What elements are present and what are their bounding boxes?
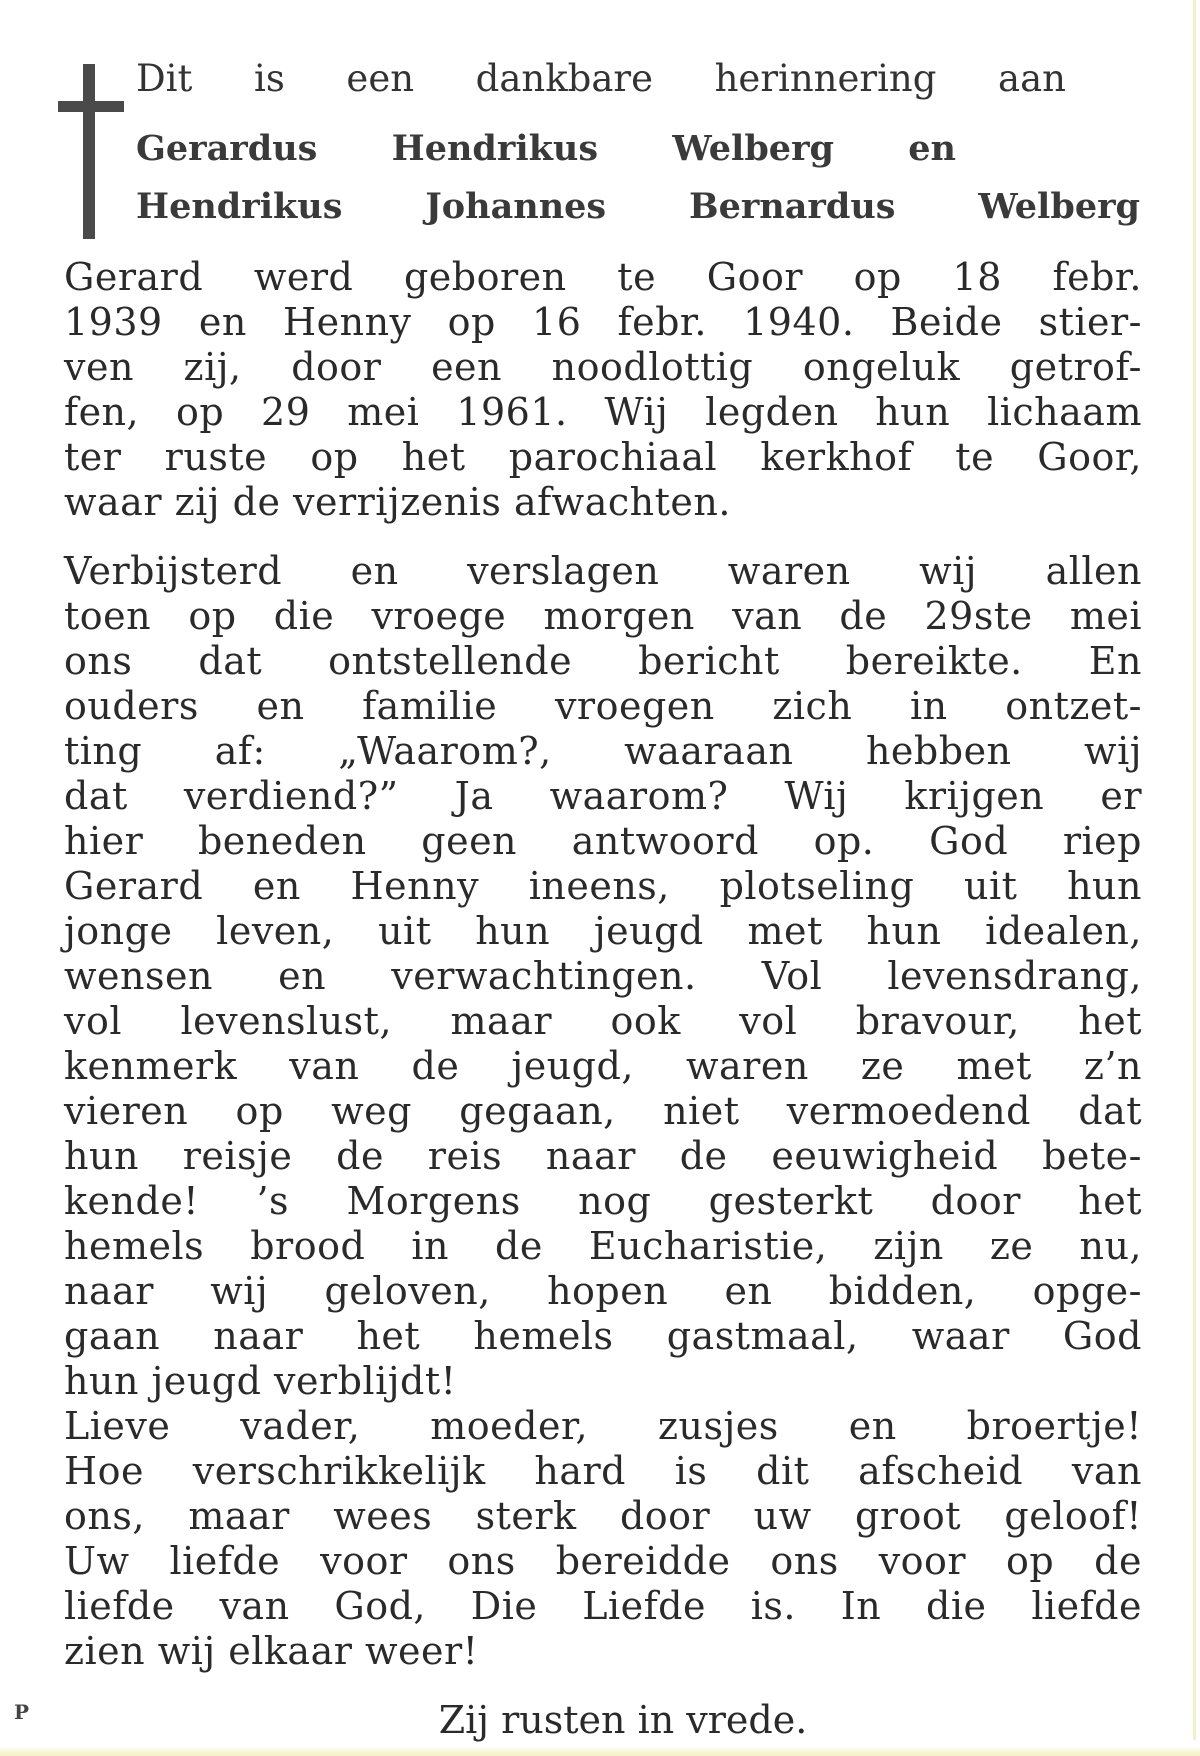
text-line: ting af: „Waarom?, waaraan hebben wij <box>64 729 1142 773</box>
closing-line: Zij rusten in vrede. <box>438 1698 808 1742</box>
cross-icon <box>58 64 124 239</box>
text-line: 1939 en Henny op 16 febr. 1940. Beide stier- <box>64 300 1142 344</box>
text-line: fen, op 29 mei 1961. Wij legden hun lichaam <box>64 390 1142 434</box>
memorial-text <box>64 255 1142 1743</box>
text-line: ter ruste op het parochiaal kerkhof te Goor, <box>64 435 1142 479</box>
text-line: zien wij elkaar weer! <box>64 1629 479 1673</box>
corner-mark: P <box>14 1700 30 1724</box>
text-line: jonge leven, uit hun jeugd met hun idealen, <box>64 909 1142 953</box>
deceased-name-1: Gerardus Hendrikus Welberg en <box>136 128 956 169</box>
text-line: ons, maar wees sterk door uw groot geloof! <box>64 1494 1142 1538</box>
text-line: ons dat ontstellende bericht bereikte. En <box>64 639 1142 683</box>
scan-edge-right <box>1193 0 1196 1740</box>
text-line: hier beneden geen antwoord op. God riep <box>64 819 1142 863</box>
text-line: Verbijsterd en verslagen waren wij allen <box>64 549 1142 593</box>
text-line: waar zij de verrijzenis afwachten. <box>64 480 731 524</box>
text-line: ven zij, door een noodlottig ongeluk getrof- <box>64 345 1142 389</box>
text-line: dat verdiend?” Ja waarom? Wij krijgen er <box>64 774 1142 818</box>
text-line: vol levenslust, maar ook vol bravour, het <box>64 999 1142 1043</box>
text-line: Gerard werd geboren te Goor op 18 febr. <box>64 255 1142 299</box>
text-line: wensen en verwachtingen. Vol levensdrang, <box>64 954 1142 998</box>
text-line: Hoe verschrikkelijk hard is dit afscheid van <box>64 1449 1142 1493</box>
paragraph-1 <box>64 255 1142 525</box>
paragraph-3 <box>64 1404 1142 1674</box>
text-line: kende! ’s Morgens nog gesterkt door het <box>64 1179 1142 1223</box>
text-line: vieren op weg gegaan, niet vermoedend dat <box>64 1089 1142 1133</box>
text-line: hemels brood in de Eucharistie, zijn ze nu, <box>64 1224 1142 1268</box>
deceased-name-2: Hendrikus Johannes Bernardus Welberg <box>136 186 1140 227</box>
text-line: hun jeugd verblijdt! <box>64 1359 457 1403</box>
text-line: Gerard en Henny ineens, plotseling uit hun <box>64 864 1142 908</box>
text-line: kenmerk van de jeugd, waren ze met z’n <box>64 1044 1142 1088</box>
scan-edge-bottom <box>0 1746 1200 1756</box>
text-line: ouders en familie vroegen zich in ontzet- <box>64 684 1142 728</box>
text-line: Lieve vader, moeder, zusjes en broertje! <box>64 1404 1142 1448</box>
text-line: Uw liefde voor ons bereidde ons voor op de <box>64 1539 1142 1583</box>
paragraph-2 <box>64 549 1142 1404</box>
intro-heading: Dit is een dankbare herinnering aan <box>136 57 1066 100</box>
text-line: liefde van God, Die Liefde is. In die liefde <box>64 1584 1142 1628</box>
text-line: naar wij geloven, hopen en bidden, opge- <box>64 1269 1142 1313</box>
text-line: gaan naar het hemels gastmaal, waar God <box>64 1314 1142 1358</box>
text-line: hun reisje de reis naar de eeuwigheid bete- <box>64 1134 1142 1178</box>
text-line: toen op die vroege morgen van de 29ste mei <box>64 594 1142 638</box>
